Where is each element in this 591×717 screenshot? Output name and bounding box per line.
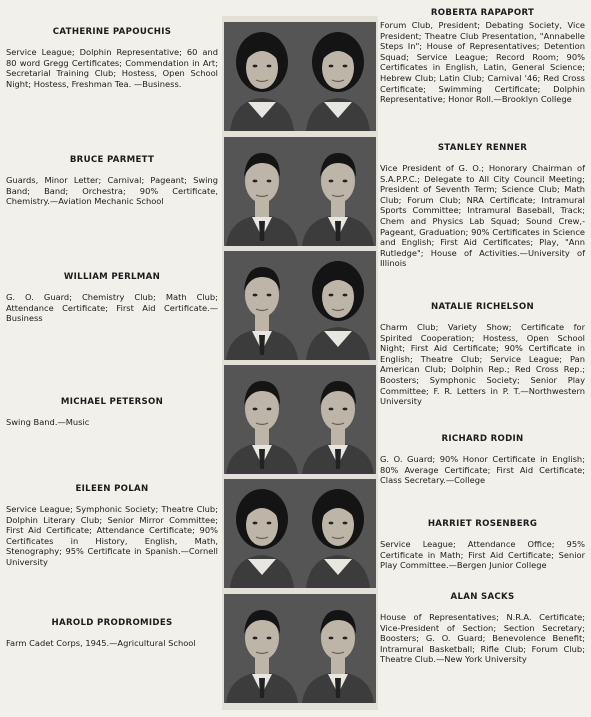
photo-column: [222, 16, 378, 710]
entry-catherine-papouchis: [6, 27, 218, 89]
portrait-photo-icon: [300, 479, 376, 588]
portrait-photo-icon: [224, 137, 300, 246]
student-bio: Service League; Symphonic Society; Theatre Club; Dolphin Literary Club; Senior Mirror Committee; First Aid Certificate; Attendance Certificate; 90% Certificates in History, English, Math, Stenography; 95% Certificate in Spanish.—Cornell University: [6, 504, 218, 567]
right-column: [378, 0, 591, 717]
student-bio: Guards, Minor Letter; Carnival; Pageant; Swing Band; Band; Orchestra; 90% Certificate, Chemistry.—Aviation Mechanic School: [6, 175, 218, 207]
portrait-photo-icon: [300, 22, 376, 131]
student-name: NATALIE RICHELSON: [430, 302, 534, 312]
student-name: RICHARD RODIN: [441, 434, 524, 444]
student-bio: Swing Band.—Music: [6, 417, 90, 427]
student-name: CATHERINE PAPOUCHIS: [52, 27, 172, 37]
portrait-photo-icon: [224, 251, 300, 360]
entry-roberta-rapaport: [380, 8, 585, 105]
left-column: [0, 0, 222, 717]
student-bio: Charm Club; Variety Show; Certificate for Spirited Cooperation; Hostess, Open School Night; First Aid Certificate; 90% Certificate in English; Theatre Club; Service League; Pan American Club; Dolphin Rep.; Red Cross Rep.; Boosters; Symphonic Society; Senior Play Committee; F. R. Letters in P. T.—Northwestern University: [380, 322, 585, 407]
entry-harriet-rosenberg: [380, 519, 585, 571]
portrait-photo-icon: [300, 137, 376, 246]
student-bio: Service League; Dolphin Representative; 60 and 80 word Gregg Certificates; Commendation in Art; Secretarial Training Club; Hostess, Open School Night; Hostess, Freshman Tea. —Business.: [6, 47, 218, 89]
entry-alan-sacks: [380, 592, 585, 665]
student-name: HARRIET ROSENBERG: [427, 519, 538, 529]
portrait-photo-icon: [224, 22, 300, 131]
portrait-photo-icon: [300, 365, 376, 474]
portrait-photo-icon: [224, 365, 300, 474]
student-name: STANLEY RENNER: [437, 143, 528, 153]
portrait-photo-icon: [300, 594, 376, 703]
student-name: WILLIAM PERLMAN: [63, 272, 161, 282]
portrait-photo-icon: [224, 479, 300, 588]
student-bio: Farm Cadet Corps, 1945.—Agricultural School: [6, 638, 196, 648]
entry-richard-rodin: [380, 434, 585, 486]
entry-bruce-parmett: [6, 155, 218, 207]
entry-eileen-polan: [6, 484, 218, 568]
entry-michael-peterson: [6, 397, 218, 428]
student-name: BRUCE PARMETT: [69, 155, 155, 165]
student-name: HAROLD PRODROMIDES: [51, 618, 173, 628]
student-bio: House of Representatives; N.R.A. Certificate; Vice-President of Section; Section Secretary; Boosters; G. O. Guard; Benevolence Benefit; Intramural Basketball; Rifle Club; Forum Club; Theatre Club.—New York University: [380, 612, 585, 665]
student-bio: Forum Club, President; Debating Society, Vice President; Theatre Club Presentation, "Annabelle Steps In"; House of Representatives; Detention Squad; Service League; Record Room; 90% Certificates in English, Latin, General Science; Hebrew Club; Latin Club; Carnival '46; Red Cross Certificate; Swimming Certificate; Dolphin Representative; Honor Roll.—Brooklyn College: [380, 20, 585, 105]
entry-william-perlman: [6, 272, 218, 324]
student-name: ROBERTA RAPAPORT: [430, 8, 535, 18]
student-name: MICHAEL PETERSON: [60, 397, 164, 407]
student-bio: Service League; Attendance Office; 95% Certificate in Math; First Aid Certificate; Senior Play Committee.—Bergen Junior College: [380, 539, 585, 571]
entry-harold-prodromides: [6, 618, 218, 649]
student-bio: G. O. Guard; 90% Honor Certificate in English; 80% Average Certificate; First Aid Certificate; Class Secretary.—College: [380, 454, 585, 486]
student-bio: Vice President of G. O.; Honorary Chairman of S.A.P.P.C.; Delegate to All City Council Meeting; President of Seventh Term; Science Club; Math Club; Forum Club; NRA Certificate; Intramural Sports Committee; Intramural Baseball, Track; Chem and Physics Lab Squad; Sound Crew,-Pageant, Graduation; 90% Certificates in Science and English; First Aid Certificates; Play, "Ann Rutledge"; House of Activities.—University of Illinois: [380, 163, 585, 269]
student-name: ALAN SACKS: [450, 592, 515, 602]
student-bio: G. O. Guard; Chemistry Club; Math Club; Attendance Certificate; First Aid Certificate.—Business: [6, 292, 218, 324]
portrait-photo-icon: [300, 251, 376, 360]
entry-natalie-richelson: [380, 302, 585, 407]
portrait-photo-icon: [224, 594, 300, 703]
student-name: EILEEN POLAN: [75, 484, 149, 494]
entry-stanley-renner: [380, 143, 585, 269]
